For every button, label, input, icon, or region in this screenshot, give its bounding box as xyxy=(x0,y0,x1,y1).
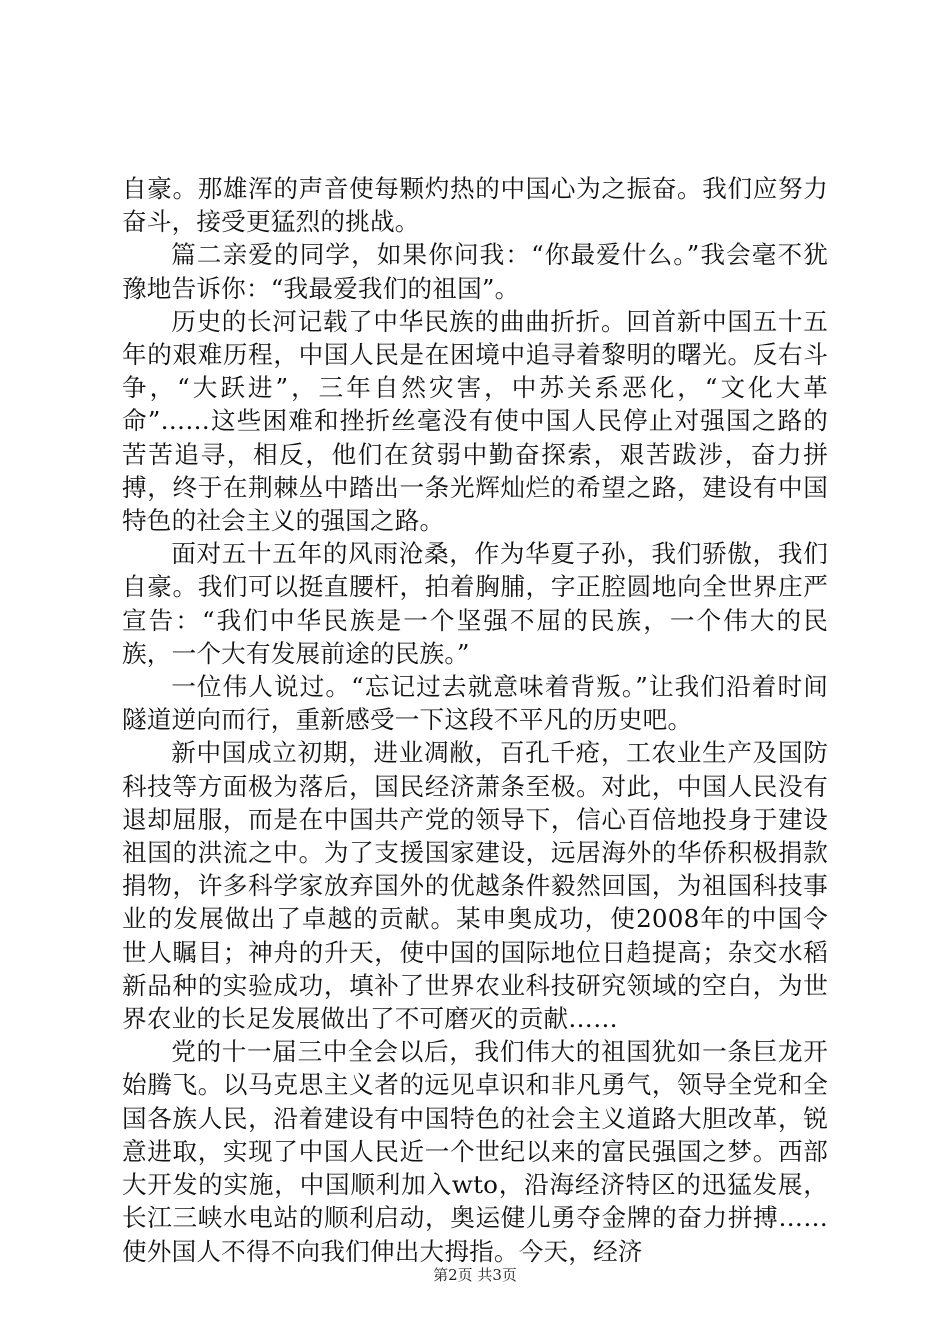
paragraph-4: 面对五十五年的风雨沧桑，作为华夏子孙，我们骄傲，我们自豪。我们可以挺直腰杆，拍着胸脯，字正腔圆地向全世界庄严宣告：“我们中华民族是一个坚强不屈的民族，一个伟大的民族，一个大有发展前途的民族。” xyxy=(122,539,828,668)
paragraph-1: 自豪。那雄浑的声音使每颗灼热的中国心为之振奋。我们应努力奋斗，接受更猛烈的挑战。 xyxy=(122,174,828,237)
page-number-label: 第2页 共3页 xyxy=(433,1266,517,1284)
paragraph-3: 历史的长河记载了中华民族的曲曲折折。回首新中国五十五年的艰难历程，中国人民是在困境中追寻着黎明的曙光。反右斗争，“大跃进”，三年自然灾害，中苏关系恶化，“文化大革命”……这些困难和挫折丝毫没有使中国人民停止对强国之路的苦苦追寻，相反，他们在贫弱中勤奋探索，艰苦跋涉，奋力拼搏，终于在荆棘丛中踏出一条光辉灿烂的希望之路，建设有中国特色的社会主义的强国之路。 xyxy=(122,306,828,536)
paragraph-2: 篇二亲爱的同学，如果你问我：“你最爱什么。”我会毫不犹豫地告诉你：“我最爱我们的祖国”。 xyxy=(122,240,828,303)
paragraph-7: 党的十一届三中全会以后，我们伟大的祖国犹如一条巨龙开始腾飞。以马克思主义者的远见卓识和非凡勇气，领导全党和全国各族人民，沿着建设有中国特色的社会主义道路大胆改革，锐意进取，实现了中国人民近一个世纪以来的富民强国之梦。西部大开发的实施，中国顺利加入wto，沿海经济特区的迅猛发展，长江三峡水电站的顺利启动，奥运健儿勇夺金牌的奋力拼搏……使外国人不得不向我们伸出大拇指。今天，经济 xyxy=(122,1037,828,1266)
paragraph-6: 新中国成立初期，进业凋敝，百孔千疮，工农业生产及国防科技等方面极为落后，国民经济萧条至极。对此，中国人民没有退却屈服，而是在中国共产党的领导下，信心百倍地投身于建设祖国的洪流之中。为了支援国家建设，远居海外的华侨积极捐款捐物，许多科学家放弃国外的优越条件毅然回国，为祖国科技事业的发展做出了卓越的贡献。某申奥成功，使2008年的中国令世人瞩目；神舟的升天，使中国的国际地位日趋提高；杂交水稻新品种的实验成功，填补了世界农业科技研究领域的空白，为世界农业的长足发展做出了不可磨灭的贡献…… xyxy=(122,738,828,1034)
document-body xyxy=(122,172,828,1268)
paragraph-5: 一位伟人说过。“忘记过去就意味着背叛。”让我们沿着时间隧道逆向而行，重新感受一下这段不平凡的历史吧。 xyxy=(122,672,828,735)
page-footer xyxy=(0,1265,950,1285)
